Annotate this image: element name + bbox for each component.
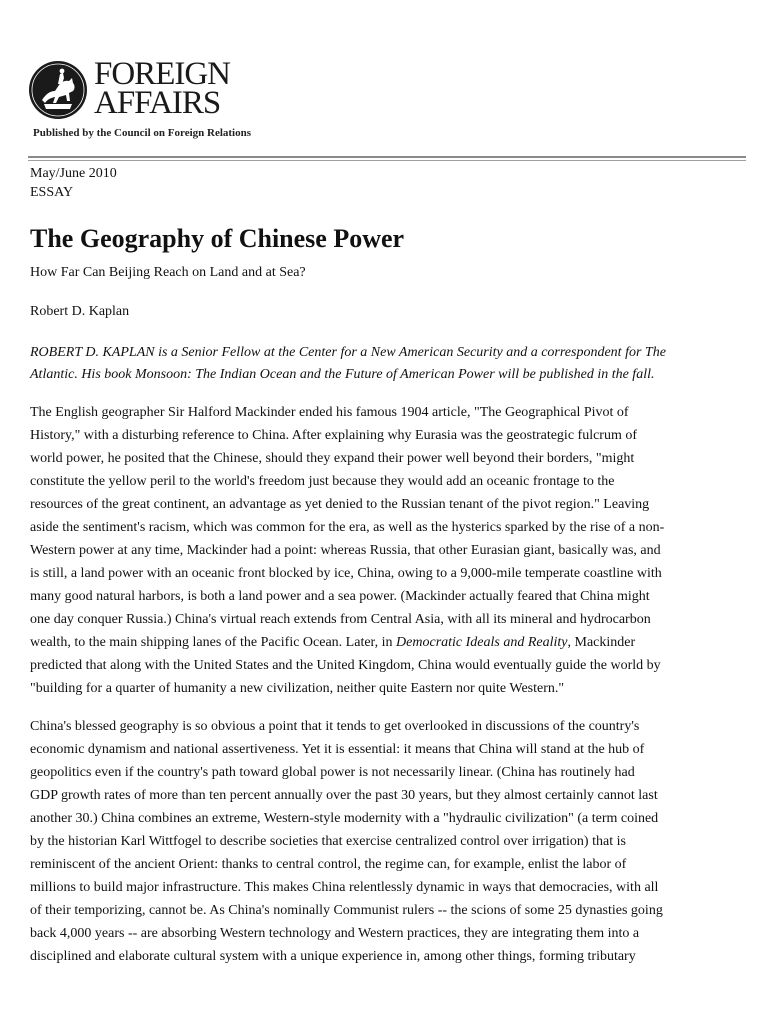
paragraph-line: The English geographer Sir Halford Mackinder ended his famous 1904 article, "The Geographical Pivot of: [30, 405, 629, 420]
paragraph-line: is still, a land power with an oceanic front blocked by ice, China, owing to a 9,000-mile temperate coastline with: [30, 566, 662, 581]
paragraph-line: many good natural harbors, is both a land power and a sea power. (Mackinder actually feared that China might: [30, 589, 650, 604]
paragraph-line: resources of the great continent, an advantage as yet denied to the Russian tenant of the pivot region." Leaving: [30, 497, 650, 512]
paragraph-line: one day conquer Russia.) China's virtual reach extends from Central Asia, with all its mineral and hydrocarbon: [30, 612, 651, 627]
article-title: The Geography of Chinese Power: [30, 224, 405, 253]
paragraph-line: China's blessed geography is so obvious a point that it tends to get overlooked in discussions of the country's: [30, 719, 640, 734]
body-paragraph-1: [30, 401, 746, 700]
body-paragraph-2: [30, 715, 746, 968]
header-divider-secondary: [28, 160, 746, 161]
masthead: [28, 58, 768, 148]
issue-date: May/June 2010: [30, 166, 117, 181]
header-divider: [28, 156, 746, 158]
paragraph-line: History," with a disturbing reference to China. After explaining why Eurasia was the geostrategic fulcrum of: [30, 428, 638, 443]
article-subtitle: How Far Can Beijing Reach on Land and at Sea?: [30, 265, 306, 280]
horse-rider-emblem-icon: [28, 60, 88, 120]
paragraph-line: by the historian Karl Wittfogel to describe societies that exercise centralized control over irrigation) that is: [30, 834, 626, 849]
article-type: ESSAY: [30, 185, 74, 200]
logo-wordmark-line1: FOREIGN: [94, 56, 231, 92]
paragraph-line: millions to build major infrastructure. This makes China relentlessly dynamic in ways that democracies, with all: [30, 880, 659, 895]
author-bio: [30, 342, 742, 386]
book-title: Democratic Ideals and Reality: [396, 635, 568, 650]
paragraph-line: disciplined and elaborate cultural system with a unique experience in, among other things, forming tributary: [30, 949, 636, 964]
paragraph-line: of their temporizing, cannot be. As China's nominally Communist rulers -- the scions of some 25 dynasties going: [30, 903, 663, 918]
paragraph-line: economic dynamism and national assertiveness. Yet it is essential: it means that China will stand at the hub of: [30, 742, 645, 757]
paragraph-line: back 4,000 years -- are absorbing Western technology and Western practices, they are integrating them into a: [30, 926, 640, 941]
line-suffix: , Mackinder: [567, 635, 636, 650]
author-bio-line: ROBERT D. KAPLAN is a Senior Fellow at the Center for a New American Security and a correspondent for The: [30, 345, 666, 360]
author-bio-line: Atlantic. His book Monsoon: The Indian Ocean and the Future of American Power will be published in the fall.: [30, 367, 655, 382]
publisher-line: Published by the Council on Foreign Relations: [33, 127, 251, 139]
paragraph-line: constitute the yellow peril to the world's freedom just because they would add an oceanic frontage to the: [30, 474, 615, 489]
paragraph-line: aside the sentiment's racism, which was common for the era, as well as the hysterics sparked by the rise of a non-: [30, 520, 665, 535]
paragraph-line: reminiscent of the ancient Orient: thanks to central control, the regime can, for example, enlist the labor of: [30, 857, 627, 872]
line-prefix: wealth, to the main shipping lanes of the Pacific Ocean. Later, in: [30, 635, 397, 650]
article-author: Robert D. Kaplan: [30, 304, 130, 319]
logo-wordmark-line2: AFFAIRS: [94, 85, 221, 121]
paragraph-line: Western power at any time, Mackinder had a point: whereas Russia, that other Eurasian giant, basically was, and: [30, 543, 661, 558]
paragraph-line: geopolitics even if the country's path toward global power is not necessarily linear. (China has routinely had: [30, 765, 635, 780]
paragraph-line: GDP growth rates of more than ten percent annually over the past 30 years, but they almost certainly cannot last: [30, 788, 658, 803]
paragraph-line: world power, he posited that the Chinese, should they expand their power well beyond their borders, "might: [30, 451, 635, 466]
paragraph-line: predicted that along with the United States and the United Kingdom, China would eventually guide the world by: [30, 658, 661, 673]
paragraph-line: another 30.) China combines an extreme, Western-style modernity with a "hydraulic civilization" (a term coined: [30, 811, 659, 826]
paragraph-line: "building for a quarter of humanity a new civilization, neither quite Eastern nor quite Western.": [30, 681, 565, 696]
paragraph-line-with-book-title: [30, 631, 746, 654]
